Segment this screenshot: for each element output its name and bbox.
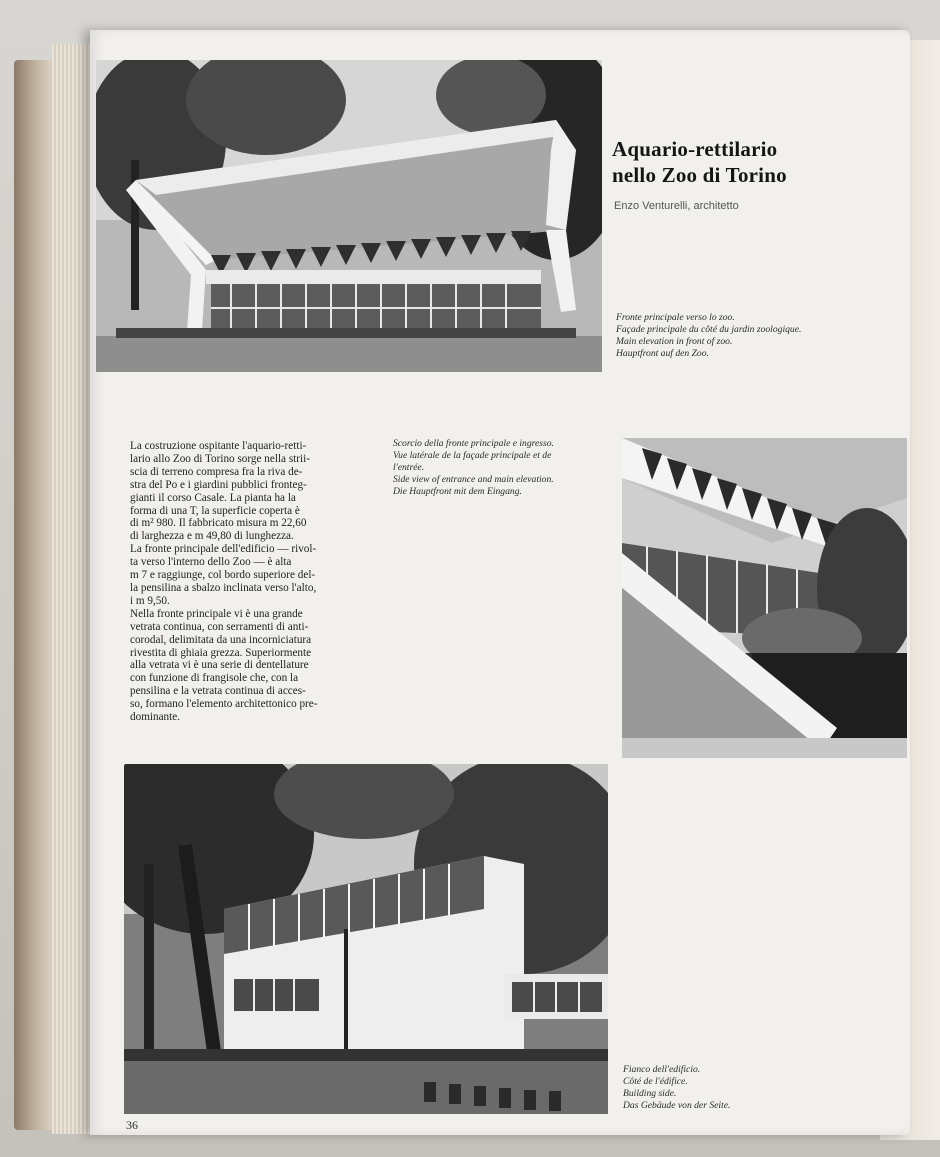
caption-line: Building side. [623, 1088, 677, 1099]
caption-line: Scorcio della fronte principale e ingresso. [393, 438, 554, 449]
body-line: scia di terreno compresa fra la riva de- [130, 465, 303, 478]
article-title [612, 136, 902, 188]
body-line: La costruzione ospitante l'aquario-retti- [130, 440, 307, 452]
body-line: m 7 e raggiunge, col bordo superiore del- [130, 569, 316, 582]
body-line: la pensilina a sbalzo inclinata verso l'alto, [130, 581, 317, 594]
magazine-page [90, 30, 910, 1135]
caption-line: Fianco dell'edificio. [623, 1064, 701, 1075]
body-line: vetrata continua, con serramenti di anti- [130, 620, 309, 633]
article-body [130, 440, 380, 724]
body-line: con funzione di frangisole che, con la [130, 672, 299, 685]
caption-line: Die Hauptfront mit dem Eingang. [393, 486, 522, 497]
page-number: 36 [126, 1118, 138, 1132]
body-line: di larghezza e m 49,80 di lunghezza. [130, 530, 294, 543]
body-line: stra del Po e i giardini pubblici fronteg- [130, 478, 307, 491]
body-line: rivestita di ghiaia grezza. Superiormente [130, 646, 312, 659]
title-line-2: nello Zoo di Torino [612, 163, 787, 187]
caption-line: l'entrée. [393, 462, 425, 473]
body-line: pensilina e la vetrata continua di acces- [130, 685, 306, 698]
caption-line: Das Gebäude von der Seite. [623, 1100, 731, 1111]
body-line: lario allo Zoo di Torino sorge nella strii- [130, 452, 310, 465]
body-line: i m 9,50. [130, 594, 170, 607]
photo-side-view [622, 438, 907, 758]
body-line: Nella fronte principale vi è una grande [130, 607, 303, 620]
body-line: so, formano l'elemento architettonico pre- [130, 698, 318, 711]
caption-line: Hauptfront auf den Zoo. [616, 348, 709, 359]
body-line: ta verso l'interno dello Zoo — è alta [130, 556, 292, 569]
title-line-1: Aquario-rettilario [612, 137, 778, 161]
article-author: Enzo Venturelli, architetto [614, 200, 739, 212]
caption-line: Façade principale du côté du jardin zoologique. [616, 324, 802, 335]
photo-building-side [124, 764, 608, 1114]
body-line: La fronte principale dell'edificio — rivol- [130, 543, 317, 556]
caption-photo-1 [616, 312, 801, 360]
body-line: dominante. [130, 711, 181, 724]
body-line: forma di una T, la superficie coperta è [130, 504, 300, 517]
caption-photo-3 [623, 1064, 730, 1112]
body-line: alla vetrata vi è una serie di dentellature [130, 659, 309, 672]
body-line: gianti il corso Casale. La pianta ha la [130, 491, 296, 504]
caption-line: Main elevation in front of zoo. [616, 336, 733, 347]
caption-line: Vue latérale de la façade principale et de [393, 450, 552, 461]
body-line: di m² 980. Il fabbricato misura m 22,60 [130, 517, 307, 530]
caption-photo-2 [393, 438, 554, 498]
caption-line: Côté de l'édifice. [623, 1076, 688, 1087]
caption-line: Side view of entrance and main elevation. [393, 474, 554, 485]
caption-line: Fronte principale verso lo zoo. [616, 312, 735, 323]
photo-main-facade [96, 60, 602, 372]
body-line: corodal, delimitata da una incorniciatura [130, 633, 312, 646]
